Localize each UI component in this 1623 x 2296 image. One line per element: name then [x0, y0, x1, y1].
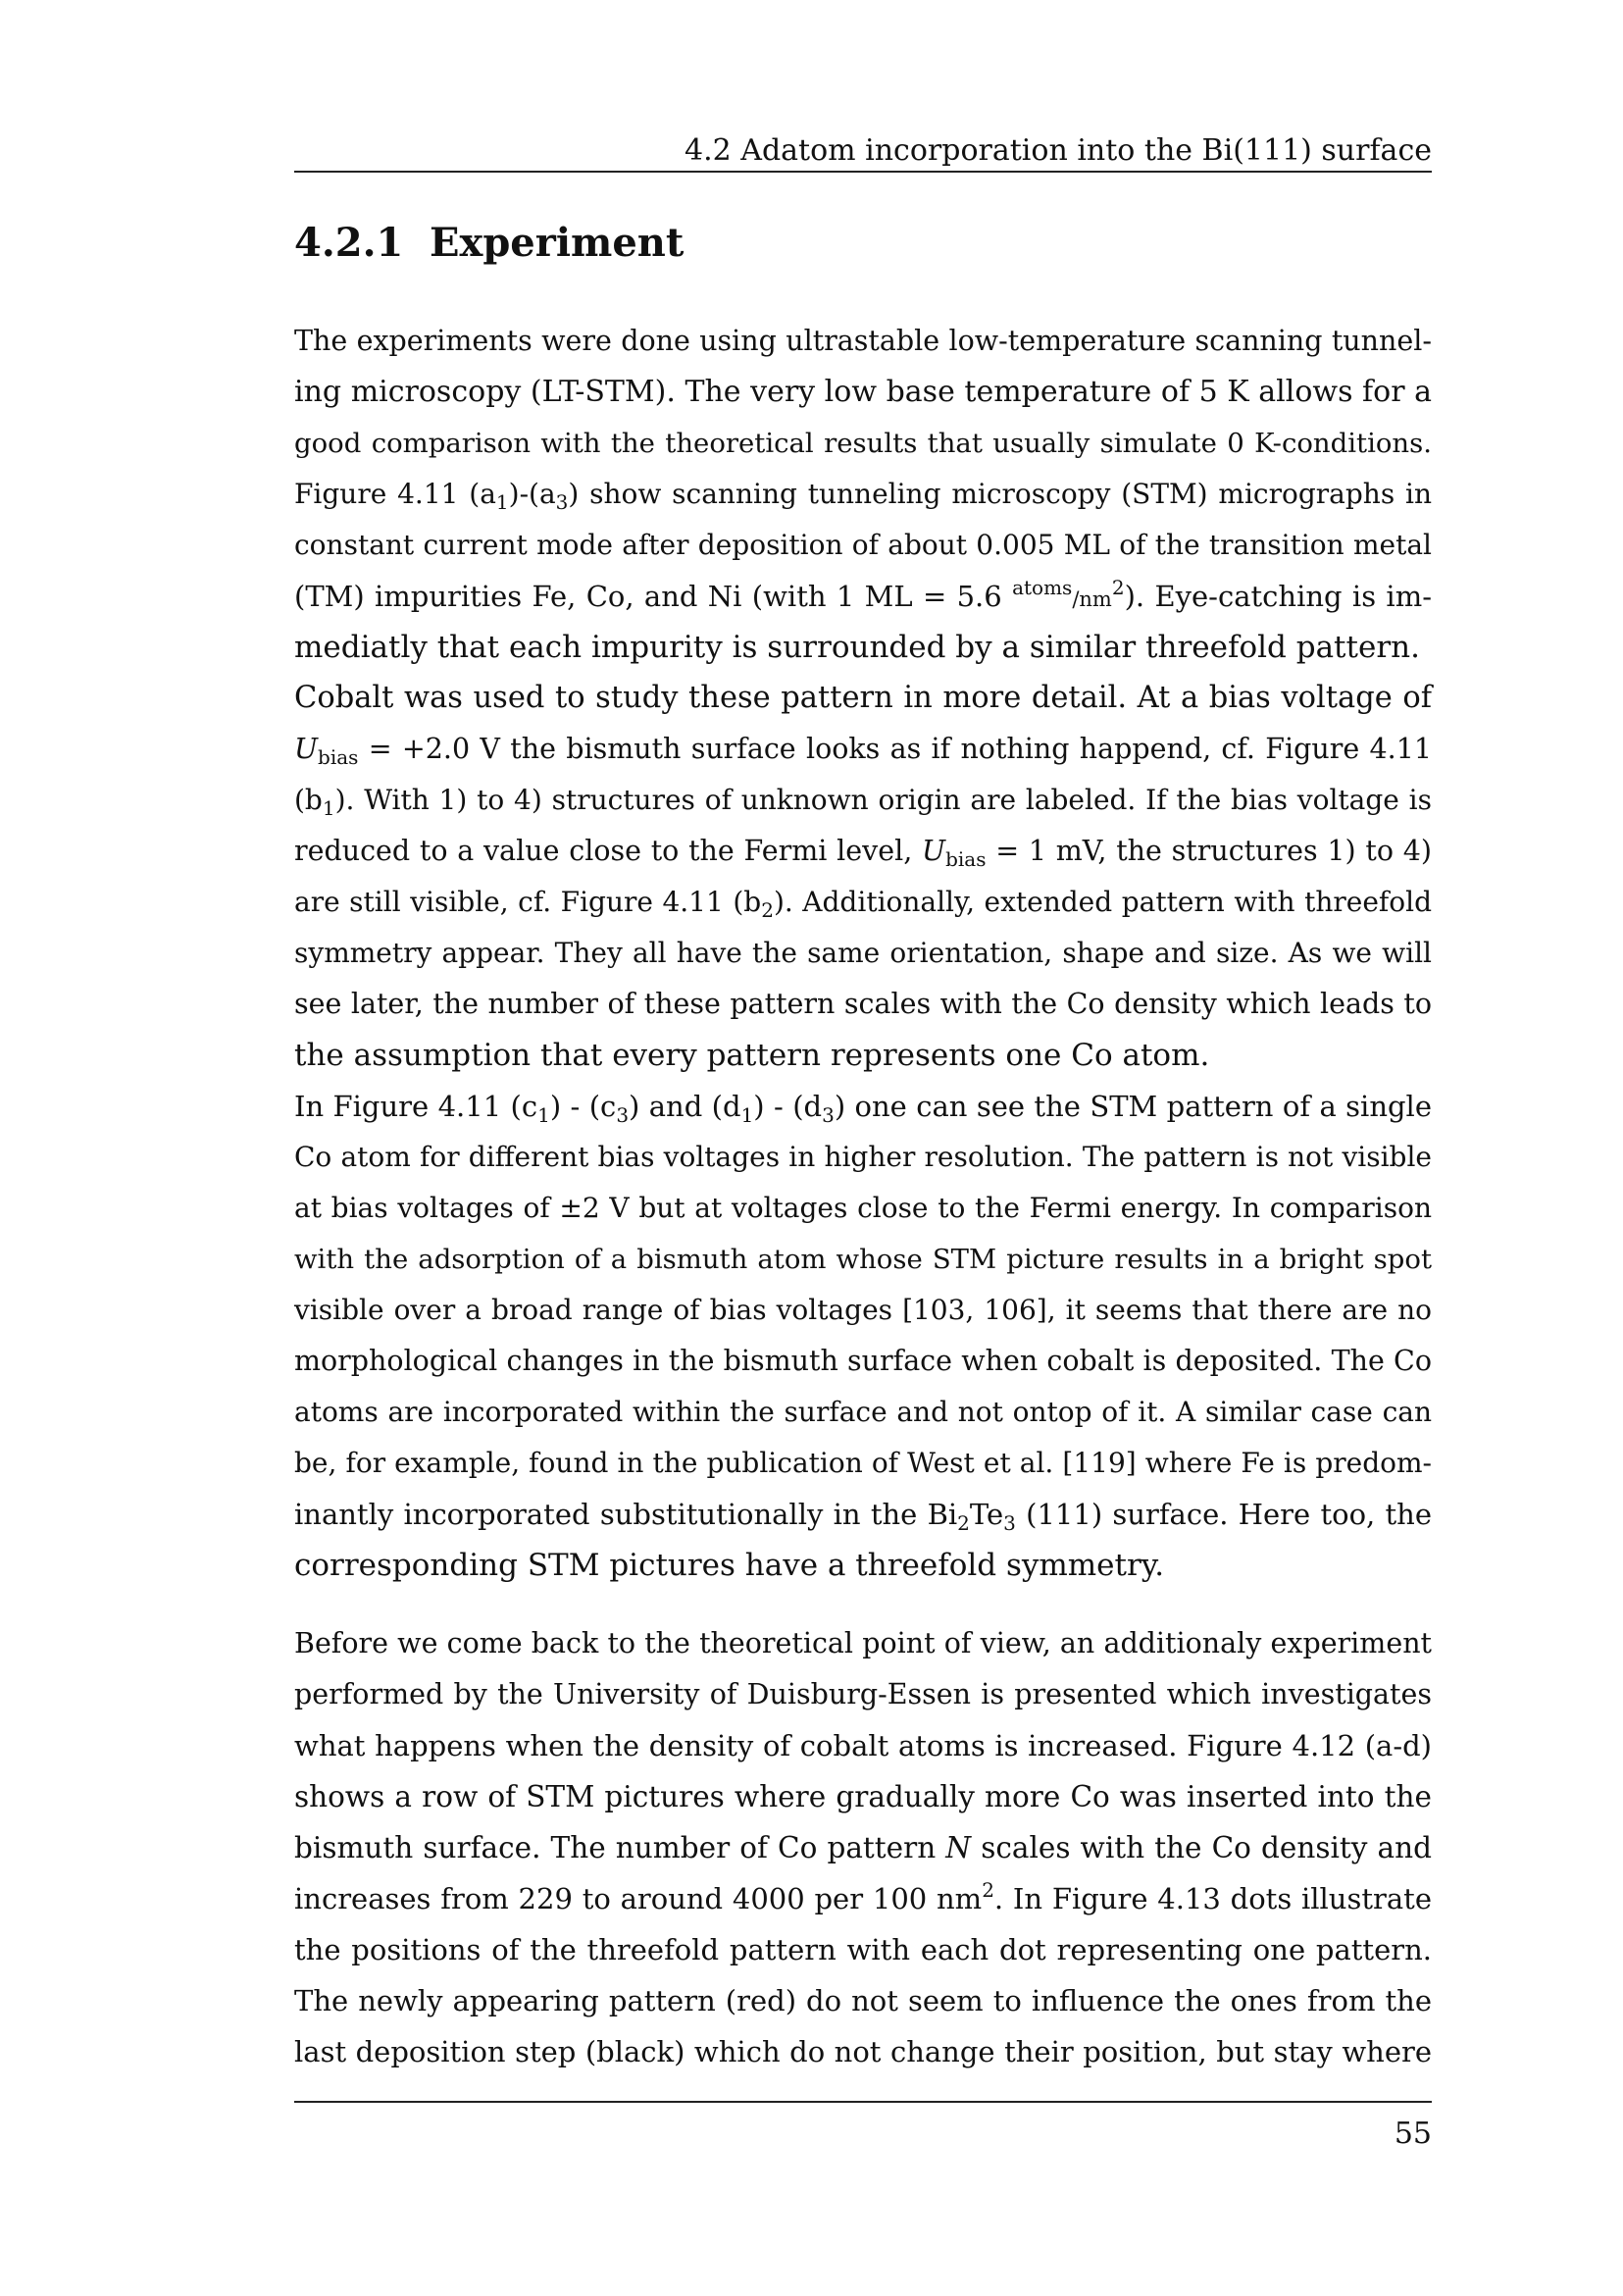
text-line: are still visible, cf. Figure 4.11 $(b_2)$. Additionally, extended pattern with threefold	[294, 886, 1432, 922]
text-line: symmetry appear. They all have the same orientation, shape and size. As we will	[294, 937, 1432, 969]
text-line: what happens when the density of cobalt atoms is increased. Figure 4.12 (a-d)	[294, 1729, 1432, 1762]
text-line: corresponding STM pictures have a threefold symmetry.	[294, 1548, 1165, 1583]
section-heading	[294, 216, 684, 271]
text-line: mediatly that each impurity is surrounded by a similar threefold pattern.	[294, 630, 1420, 665]
text-line: $U_{bias} = +2.0$ V the bismuth surface looks as if nothing happend, cf. Figure 4.11	[294, 733, 1432, 769]
text-line: the assumption that every pattern represents one Co atom.	[294, 1038, 1210, 1073]
text-line: at bias voltages of ±2 V but at voltages close to the Fermi energy. In comparison	[294, 1192, 1432, 1224]
text-line: Co atom for different bias voltages in higher resolution. The pattern is not visible	[294, 1141, 1432, 1173]
running-header	[294, 131, 1432, 173]
paragraph	[294, 1618, 1432, 2077]
text-line: The newly appearing pattern (red) do not seem to influence the ones from the	[294, 1984, 1432, 2017]
running-header-title: 4.2 Adatom incorporation into the Bi(111) surface	[685, 133, 1432, 168]
text-line: $(b_1)$. With 1) to 4) structures of unknown origin are labeled. If the bias voltage is	[294, 784, 1432, 820]
text-line: increases from 229 to around 4000 per 100 $nm^2$. In Figure 4.13 dots illustrate	[294, 1878, 1432, 1915]
text-line: good comparison with the theoretical results that usually simulate 0 K-conditions.	[294, 428, 1432, 459]
text-line: reduced to a value close to the Fermi level, $U_{bias} = 1$ mV, the structures 1) to 4)	[294, 835, 1432, 871]
text-line: morphological changes in the bismuth surface when cobalt is deposited. The Co	[294, 1345, 1432, 1377]
text-line: bismuth surface. The number of Co pattern N scales with the Co density and	[294, 1831, 1432, 1864]
page-number: 55	[1394, 2117, 1432, 2151]
body-text	[294, 316, 1432, 2077]
footer-rule	[294, 2101, 1432, 2103]
text-line: In Figure 4.11 $(c_1) - (c_3)$ and $(d_1) - (d_3)$ one can see the STM pattern of a single	[294, 1090, 1432, 1127]
text-line: visible over a broad range of bias voltages [103, 106], it seems that there are no	[294, 1294, 1432, 1326]
text-line: inantly incorporated substitutionally in the $Bi_2Te_3$ (111) surface. Here too, the	[294, 1498, 1432, 1535]
text-line: atoms are incorporated within the surface and not ontop of it. A similar case can	[294, 1396, 1432, 1428]
text-line: the positions of the threefold pattern with each dot representing one pattern.	[294, 1933, 1432, 1966]
paragraph-gap	[294, 1591, 1432, 1618]
section-number: 4.2.1	[294, 220, 404, 266]
text-line: ing microscopy (LT-STM). The very low base temperature of 5 K allows for a	[294, 375, 1432, 409]
text-line: Cobalt was used to study these pattern in more detail. At a bias voltage of	[294, 681, 1432, 715]
text-line: (TM) impurities Fe, Co, and Ni (with 1 ML = 5.6 $^{atoms}/nm^2$). Eye-catching is im-	[294, 576, 1432, 613]
text-line: be, for example, found in the publication of West et al. [119] where Fe is predom-	[294, 1447, 1432, 1479]
text-line: Before we come back to the theoretical point of view, an additionaly experiment	[294, 1627, 1432, 1659]
text-line: constant current mode after deposition of about 0.005 ML of the transition metal	[294, 529, 1432, 561]
text-line: Figure 4.11 $(a_1)-(a_3)$ show scanning tunneling microscopy (STM) micrographs in	[294, 478, 1432, 514]
paragraph	[294, 316, 1432, 1591]
section-title: Experiment	[430, 220, 685, 266]
text-line: shows a row of STM pictures where gradually more Co was inserted into the	[294, 1780, 1432, 1813]
text-line: with the adsorption of a bismuth atom whose STM picture results in a bright spot	[294, 1244, 1432, 1275]
text-line: last deposition step (black) which do not change their position, but stay where	[294, 2035, 1432, 2068]
text-line: performed by the University of Duisburg-Essen is presented which investigates	[294, 1678, 1432, 1710]
text-line: see later, the number of these pattern scales with the Co density which leads to	[294, 988, 1432, 1020]
text-line: The experiments were done using ultrastable low-temperature scanning tunnel-	[294, 325, 1432, 357]
